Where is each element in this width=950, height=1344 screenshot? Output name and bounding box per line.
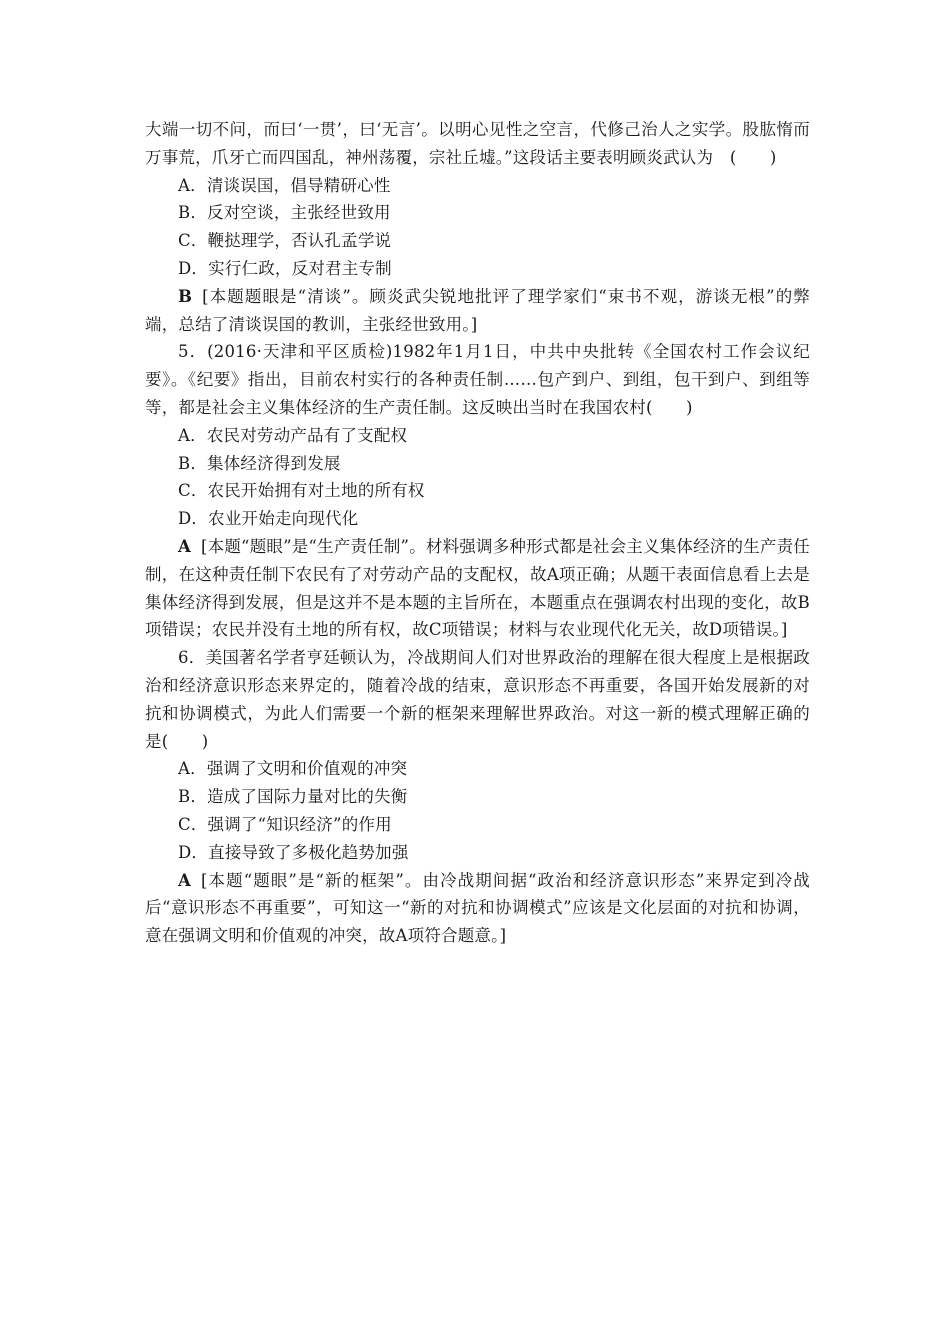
question-5-option-c: C．农民开始拥有对土地的所有权 [178,481,425,501]
question-5-option-a: A．农民对劳动产品有了支配权 [178,425,408,445]
question-6-option-c: C．强调了“知识经济”的作用 [178,814,392,834]
question-4-answer [145,283,810,339]
question-6-option-a: A．强调了文明和价值观的冲突 [178,759,408,779]
question-6-stem: 6．美国著名学者亨廷顿认为，冷战期间人们对世界政治的理解在很大程度上是根据政治和经济意识形态来界定的，随着冷战的结束，意识形态不再重要，各国开始发展新的对抗和协调模式，为此人们需要一个新的框架来理解世界政治。对这一新的模式理解正确的是( ) [145,648,810,751]
question-5-stem: 5．(2016·天津和平区质检)1982年1月1日，中共中央批转《全国农村工作会议纪要》。《纪要》指出，目前农村实行的各种责任制……包产到户、到组，包干到户、到组等等，都是社会主义集体经济的生产责任制。这反映出当时在我国农村( ) [145,342,810,417]
question-5-answer [145,533,810,644]
document-page [145,116,810,950]
question-5-explanation: [本题“题眼”是“生产责任制”。材料强调多种形式都是社会主义集体经济的生产责任制，在这种责任制下农民有了对劳动产品的支配权，故A项正确；从题干表面信息看上去是集体经济得到发展，但是这并不是本题的主旨所在，本题重点在强调农村出现的变化，故B项错误；农民并没有土地的所有权，故C项错误；材料与农业现代化无关，故D项错误。] [145,536,810,640]
question-4-stem-tail: 大端一切不问，而曰‘一贯’，曰‘无言’。以明心见性之空言，代修己治人之实学。股肱惰而万事荒，爪牙亡而四国乱，神州荡覆，宗社丘墟。”这段话主要表明顾炎武认为 ( ) [145,120,810,167]
question-4-option-a: A．清谈误国，倡导精研心性 [178,175,391,195]
question-4-answer-letter: B [178,286,193,306]
question-5-option-d: D．农业开始走向现代化 [178,509,359,529]
question-6-answer-letter: A [178,870,192,890]
question-5-option-b: B．集体经济得到发展 [178,453,341,473]
question-6-answer [145,867,810,950]
question-4-option-d: D．实行仁政，反对君主专制 [178,258,392,278]
question-5-answer-letter: A [178,536,192,556]
question-4-option-b: B．反对空谈，主张经世致用 [178,203,391,223]
question-4-option-c: C．鞭挞理学，否认孔孟学说 [178,231,392,251]
question-6-option-b: B．造成了国际力量对比的失衡 [178,787,408,807]
question-4-explanation: [本题题眼是“清谈”。顾炎武尖锐地批评了理学家们“束书不观，游谈无根”的弊端，总结了清谈误国的教训，主张经世致用。] [145,286,810,334]
question-6-option-d: D．直接导致了多极化趋势加强 [178,842,409,862]
question-6-explanation: [本题“题眼”是“新的框架”。由冷战期间据“政治和经济意识形态”来界定到冷战后“意识形态不再重要”，可知这一“新的对抗和协调模式”应该是文化层面的对抗和协调，意在强调文明和价值观的冲突，故A项符合题意。] [145,870,810,946]
